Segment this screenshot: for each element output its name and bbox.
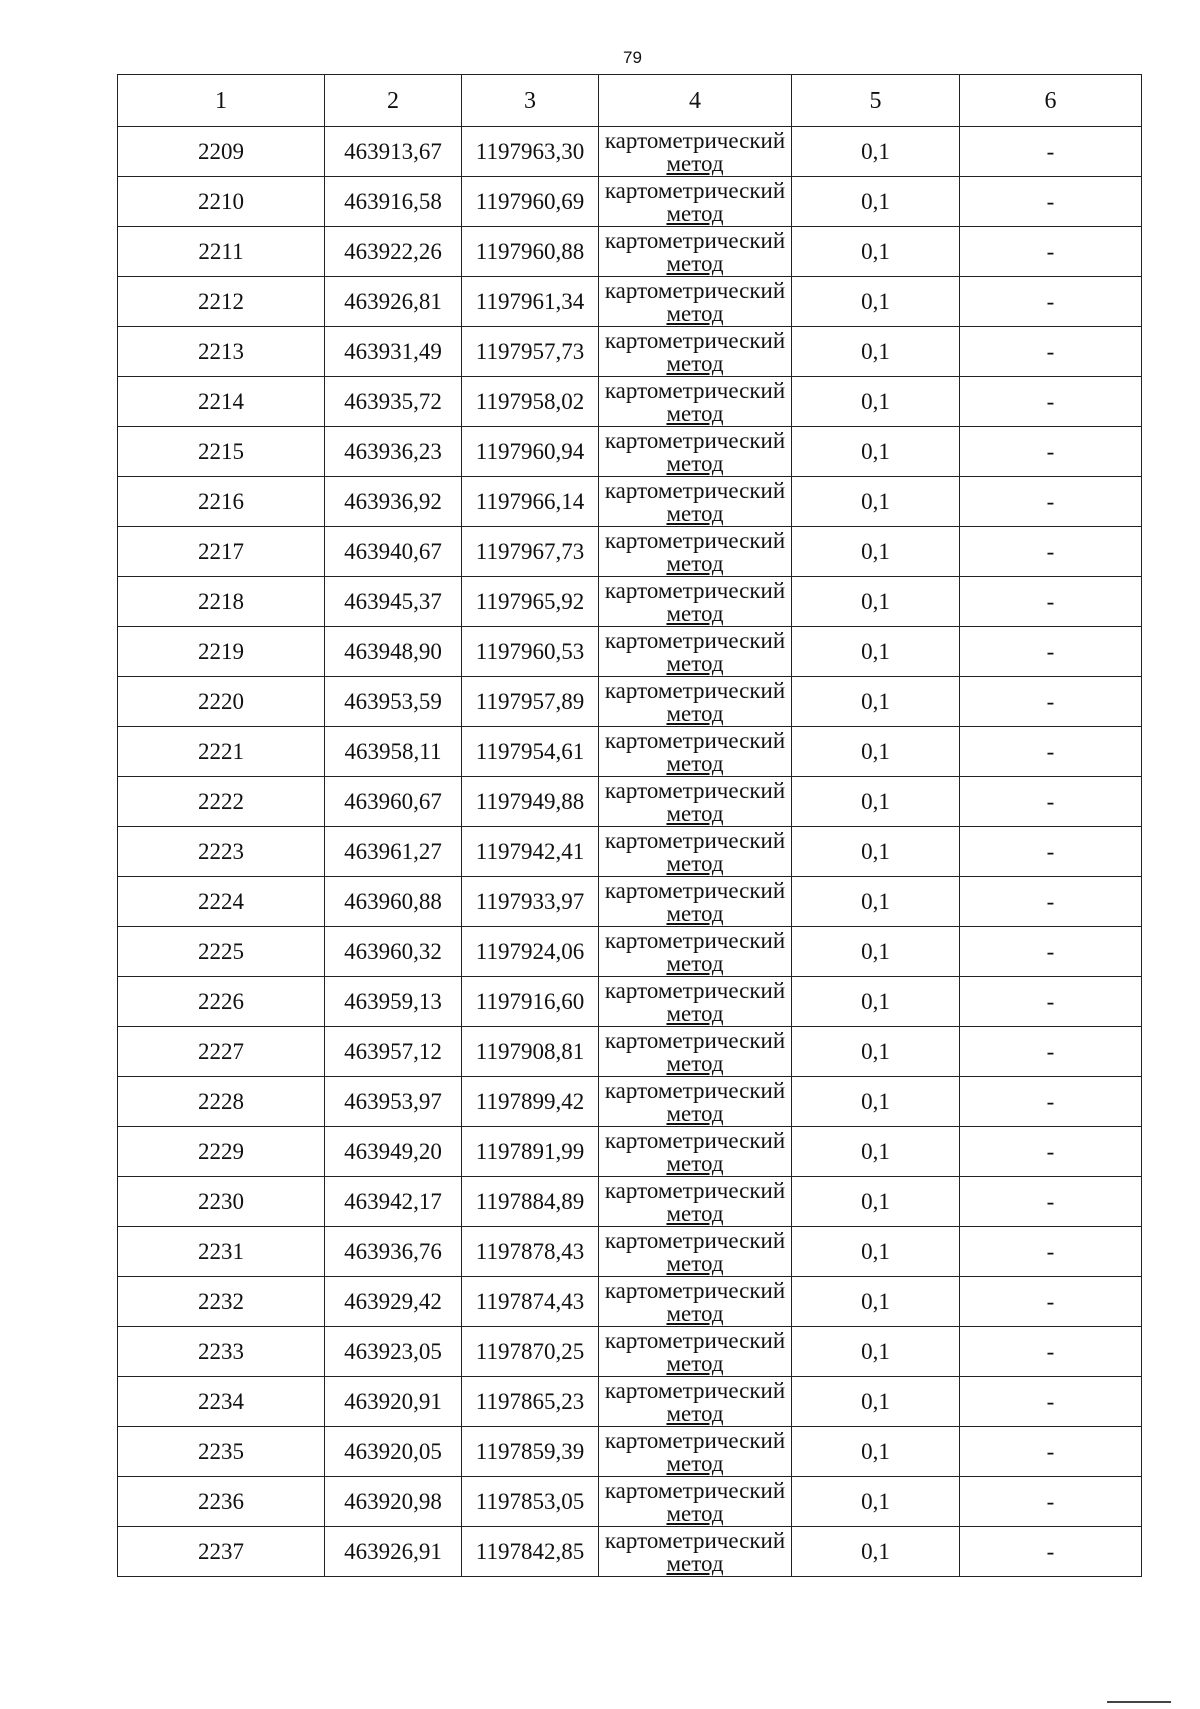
- method-cell: [599, 927, 792, 977]
- method-cell: [599, 177, 792, 227]
- method-line-2: метод: [666, 1150, 724, 1176]
- y-coordinate-cell: 1197957,89: [462, 677, 599, 727]
- table-row: [118, 177, 1142, 227]
- method-line-1: картометрический: [604, 1177, 786, 1203]
- table-header: [118, 75, 1142, 127]
- x-coordinate-cell: 463920,05: [325, 1427, 462, 1477]
- method-line-1: картометрический: [604, 127, 786, 153]
- method-line-2: метод: [666, 1250, 724, 1276]
- note-cell: -: [960, 1227, 1142, 1277]
- method-line-2: метод: [666, 1000, 724, 1026]
- table-row: [118, 527, 1142, 577]
- table-body: [118, 127, 1142, 1577]
- method-line-2: метод: [666, 800, 724, 826]
- note-cell: -: [960, 627, 1142, 677]
- accuracy-cell: 0,1: [792, 427, 960, 477]
- note-cell: -: [960, 1477, 1142, 1527]
- method-line-2: метод: [666, 500, 724, 526]
- note-cell: -: [960, 777, 1142, 827]
- point-number-cell: 2217: [118, 527, 325, 577]
- method-cell: [599, 1327, 792, 1377]
- table-row: [118, 1527, 1142, 1577]
- accuracy-cell: 0,1: [792, 877, 960, 927]
- accuracy-cell: 0,1: [792, 1527, 960, 1577]
- method-line-2: метод: [666, 1500, 724, 1526]
- method-cell: [599, 427, 792, 477]
- point-number-cell: 2215: [118, 427, 325, 477]
- note-cell: -: [960, 1077, 1142, 1127]
- note-cell: -: [960, 727, 1142, 777]
- method-cell: [599, 1477, 792, 1527]
- method-cell: [599, 1427, 792, 1477]
- method-line-1: картометрический: [604, 527, 786, 553]
- accuracy-cell: 0,1: [792, 927, 960, 977]
- point-number-cell: 2230: [118, 1177, 325, 1227]
- accuracy-cell: 0,1: [792, 1427, 960, 1477]
- y-coordinate-cell: 1197963,30: [462, 127, 599, 177]
- accuracy-cell: 0,1: [792, 1277, 960, 1327]
- method-line-1: картометрический: [604, 327, 786, 353]
- method-line-1: картометрический: [604, 277, 786, 303]
- y-coordinate-cell: 1197966,14: [462, 477, 599, 527]
- y-coordinate-cell: 1197924,06: [462, 927, 599, 977]
- x-coordinate-cell: 463936,92: [325, 477, 462, 527]
- accuracy-cell: 0,1: [792, 627, 960, 677]
- accuracy-cell: 0,1: [792, 1227, 960, 1277]
- scan-artifact-line: [1107, 1701, 1171, 1703]
- method-cell: [599, 1027, 792, 1077]
- note-cell: -: [960, 827, 1142, 877]
- accuracy-cell: 0,1: [792, 1177, 960, 1227]
- x-coordinate-cell: 463935,72: [325, 377, 462, 427]
- x-coordinate-cell: 463926,81: [325, 277, 462, 327]
- method-cell: [599, 777, 792, 827]
- method-line-2: метод: [666, 1450, 724, 1476]
- y-coordinate-cell: 1197916,60: [462, 977, 599, 1027]
- table-row: [118, 1327, 1142, 1377]
- note-cell: -: [960, 677, 1142, 727]
- table-row: [118, 1277, 1142, 1327]
- method-cell: [599, 577, 792, 627]
- point-number-cell: 2236: [118, 1477, 325, 1527]
- method-cell: [599, 877, 792, 927]
- point-number-cell: 2233: [118, 1327, 325, 1377]
- x-coordinate-cell: 463945,37: [325, 577, 462, 627]
- y-coordinate-cell: 1197967,73: [462, 527, 599, 577]
- header-row: [118, 75, 1142, 127]
- method-line-1: картометрический: [604, 827, 786, 853]
- x-coordinate-cell: 463926,91: [325, 1527, 462, 1577]
- note-cell: -: [960, 1427, 1142, 1477]
- x-coordinate-cell: 463923,05: [325, 1327, 462, 1377]
- method-line-1: картометрический: [604, 1527, 786, 1553]
- method-line-1: картометрический: [604, 1027, 786, 1053]
- method-line-2: метод: [666, 1300, 724, 1326]
- x-coordinate-cell: 463953,59: [325, 677, 462, 727]
- note-cell: -: [960, 477, 1142, 527]
- note-cell: -: [960, 1127, 1142, 1177]
- accuracy-cell: 0,1: [792, 227, 960, 277]
- x-coordinate-cell: 463958,11: [325, 727, 462, 777]
- method-line-1: картометрический: [604, 977, 786, 1003]
- note-cell: -: [960, 977, 1142, 1027]
- method-cell: [599, 477, 792, 527]
- table-row: [118, 277, 1142, 327]
- note-cell: -: [960, 1277, 1142, 1327]
- y-coordinate-cell: 1197960,94: [462, 427, 599, 477]
- point-number-cell: 2221: [118, 727, 325, 777]
- y-coordinate-cell: 1197908,81: [462, 1027, 599, 1077]
- point-number-cell: 2213: [118, 327, 325, 377]
- method-line-2: метод: [666, 650, 724, 676]
- x-coordinate-cell: 463953,97: [325, 1077, 462, 1127]
- y-coordinate-cell: 1197859,39: [462, 1427, 599, 1477]
- x-coordinate-cell: 463940,67: [325, 527, 462, 577]
- point-number-cell: 2234: [118, 1377, 325, 1427]
- method-line-2: метод: [666, 450, 724, 476]
- point-number-cell: 2228: [118, 1077, 325, 1127]
- point-number-cell: 2209: [118, 127, 325, 177]
- method-cell: [599, 1277, 792, 1327]
- note-cell: -: [960, 1027, 1142, 1077]
- table-row: [118, 727, 1142, 777]
- table-row: [118, 1077, 1142, 1127]
- coordinates-table: [117, 74, 1142, 1577]
- y-coordinate-cell: 1197870,25: [462, 1327, 599, 1377]
- method-cell: [599, 377, 792, 427]
- x-coordinate-cell: 463942,17: [325, 1177, 462, 1227]
- note-cell: -: [960, 227, 1142, 277]
- method-line-1: картометрический: [604, 1077, 786, 1103]
- x-coordinate-cell: 463922,26: [325, 227, 462, 277]
- accuracy-cell: 0,1: [792, 1127, 960, 1177]
- method-cell: [599, 827, 792, 877]
- method-cell: [599, 1227, 792, 1277]
- method-cell: [599, 327, 792, 377]
- method-line-1: картометрический: [604, 477, 786, 503]
- table-row: [118, 577, 1142, 627]
- y-coordinate-cell: 1197957,73: [462, 327, 599, 377]
- method-cell: [599, 627, 792, 677]
- table-row: [118, 1377, 1142, 1427]
- note-cell: -: [960, 527, 1142, 577]
- point-number-cell: 2227: [118, 1027, 325, 1077]
- method-line-2: метод: [666, 1550, 724, 1576]
- y-coordinate-cell: 1197933,97: [462, 877, 599, 927]
- x-coordinate-cell: 463936,23: [325, 427, 462, 477]
- accuracy-cell: 0,1: [792, 677, 960, 727]
- column-header-1: 1: [118, 75, 325, 127]
- accuracy-cell: 0,1: [792, 327, 960, 377]
- method-line-1: картометрический: [604, 1277, 786, 1303]
- y-coordinate-cell: 1197954,61: [462, 727, 599, 777]
- y-coordinate-cell: 1197853,05: [462, 1477, 599, 1527]
- method-line-2: метод: [666, 1400, 724, 1426]
- point-number-cell: 2225: [118, 927, 325, 977]
- x-coordinate-cell: 463961,27: [325, 827, 462, 877]
- y-coordinate-cell: 1197865,23: [462, 1377, 599, 1427]
- y-coordinate-cell: 1197891,99: [462, 1127, 599, 1177]
- method-cell: [599, 1177, 792, 1227]
- point-number-cell: 2237: [118, 1527, 325, 1577]
- y-coordinate-cell: 1197961,34: [462, 277, 599, 327]
- method-line-1: картометрический: [604, 427, 786, 453]
- accuracy-cell: 0,1: [792, 477, 960, 527]
- table-row: [118, 127, 1142, 177]
- table-row: [118, 1127, 1142, 1177]
- accuracy-cell: 0,1: [792, 1377, 960, 1427]
- method-line-1: картометрический: [604, 1377, 786, 1403]
- note-cell: -: [960, 1377, 1142, 1427]
- table-row: [118, 377, 1142, 427]
- method-cell: [599, 1127, 792, 1177]
- table-row: [118, 627, 1142, 677]
- x-coordinate-cell: 463957,12: [325, 1027, 462, 1077]
- note-cell: -: [960, 877, 1142, 927]
- method-line-1: картометрический: [604, 227, 786, 253]
- table-row: [118, 877, 1142, 927]
- x-coordinate-cell: 463959,13: [325, 977, 462, 1027]
- accuracy-cell: 0,1: [792, 277, 960, 327]
- note-cell: -: [960, 427, 1142, 477]
- point-number-cell: 2214: [118, 377, 325, 427]
- method-cell: [599, 1377, 792, 1427]
- table-row: [118, 427, 1142, 477]
- point-number-cell: 2229: [118, 1127, 325, 1177]
- method-line-1: картометрический: [604, 777, 786, 803]
- method-line-2: метод: [666, 300, 724, 326]
- table-row: [118, 677, 1142, 727]
- table-row: [118, 327, 1142, 377]
- method-line-2: метод: [666, 750, 724, 776]
- x-coordinate-cell: 463913,67: [325, 127, 462, 177]
- method-line-2: метод: [666, 1350, 724, 1376]
- point-number-cell: 2212: [118, 277, 325, 327]
- method-line-1: картометрический: [604, 1427, 786, 1453]
- table-row: [118, 1177, 1142, 1227]
- method-line-2: метод: [666, 350, 724, 376]
- method-line-2: метод: [666, 900, 724, 926]
- note-cell: -: [960, 1177, 1142, 1227]
- method-cell: [599, 527, 792, 577]
- note-cell: -: [960, 277, 1142, 327]
- method-line-2: метод: [666, 150, 724, 176]
- method-cell: [599, 727, 792, 777]
- accuracy-cell: 0,1: [792, 377, 960, 427]
- method-line-2: метод: [666, 850, 724, 876]
- y-coordinate-cell: 1197874,43: [462, 1277, 599, 1327]
- point-number-cell: 2216: [118, 477, 325, 527]
- x-coordinate-cell: 463936,76: [325, 1227, 462, 1277]
- accuracy-cell: 0,1: [792, 827, 960, 877]
- page-number: 79: [623, 48, 642, 67]
- point-number-cell: 2210: [118, 177, 325, 227]
- column-header-5: 5: [792, 75, 960, 127]
- x-coordinate-cell: 463916,58: [325, 177, 462, 227]
- point-number-cell: 2235: [118, 1427, 325, 1477]
- y-coordinate-cell: 1197960,53: [462, 627, 599, 677]
- y-coordinate-cell: 1197958,02: [462, 377, 599, 427]
- x-coordinate-cell: 463960,32: [325, 927, 462, 977]
- column-header-2: 2: [325, 75, 462, 127]
- method-line-1: картометрический: [604, 927, 786, 953]
- x-coordinate-cell: 463920,98: [325, 1477, 462, 1527]
- note-cell: -: [960, 177, 1142, 227]
- method-line-1: картометрический: [604, 627, 786, 653]
- accuracy-cell: 0,1: [792, 177, 960, 227]
- table-row: [118, 1477, 1142, 1527]
- point-number-cell: 2211: [118, 227, 325, 277]
- table-row: [118, 927, 1142, 977]
- y-coordinate-cell: 1197842,85: [462, 1527, 599, 1577]
- method-line-2: метод: [666, 1100, 724, 1126]
- note-cell: -: [960, 1327, 1142, 1377]
- method-line-2: метод: [666, 250, 724, 276]
- x-coordinate-cell: 463920,91: [325, 1377, 462, 1427]
- accuracy-cell: 0,1: [792, 1027, 960, 1077]
- method-line-1: картометрический: [604, 377, 786, 403]
- accuracy-cell: 0,1: [792, 1327, 960, 1377]
- method-cell: [599, 227, 792, 277]
- method-line-2: метод: [666, 950, 724, 976]
- method-line-1: картометрический: [604, 727, 786, 753]
- point-number-cell: 2220: [118, 677, 325, 727]
- method-line-2: метод: [666, 600, 724, 626]
- accuracy-cell: 0,1: [792, 527, 960, 577]
- table-row: [118, 977, 1142, 1027]
- note-cell: -: [960, 377, 1142, 427]
- table-row: [118, 1427, 1142, 1477]
- x-coordinate-cell: 463960,67: [325, 777, 462, 827]
- table-row: [118, 1027, 1142, 1077]
- x-coordinate-cell: 463949,20: [325, 1127, 462, 1177]
- column-header-3: 3: [462, 75, 599, 127]
- note-cell: -: [960, 577, 1142, 627]
- point-number-cell: 2226: [118, 977, 325, 1027]
- table-row: [118, 1227, 1142, 1277]
- column-header-6: 6: [960, 75, 1142, 127]
- method-line-2: метод: [666, 400, 724, 426]
- table-row: [118, 477, 1142, 527]
- table-row: [118, 777, 1142, 827]
- point-number-cell: 2231: [118, 1227, 325, 1277]
- method-cell: [599, 977, 792, 1027]
- method-line-2: метод: [666, 700, 724, 726]
- y-coordinate-cell: 1197942,41: [462, 827, 599, 877]
- point-number-cell: 2224: [118, 877, 325, 927]
- method-line-2: метод: [666, 1200, 724, 1226]
- accuracy-cell: 0,1: [792, 127, 960, 177]
- accuracy-cell: 0,1: [792, 577, 960, 627]
- note-cell: -: [960, 927, 1142, 977]
- accuracy-cell: 0,1: [792, 977, 960, 1027]
- method-cell: [599, 127, 792, 177]
- method-cell: [599, 1077, 792, 1127]
- note-cell: -: [960, 327, 1142, 377]
- y-coordinate-cell: 1197960,88: [462, 227, 599, 277]
- accuracy-cell: 0,1: [792, 727, 960, 777]
- method-line-1: картометрический: [604, 1327, 786, 1353]
- point-number-cell: 2222: [118, 777, 325, 827]
- y-coordinate-cell: 1197899,42: [462, 1077, 599, 1127]
- note-cell: -: [960, 1527, 1142, 1577]
- y-coordinate-cell: 1197949,88: [462, 777, 599, 827]
- method-line-1: картометрический: [604, 577, 786, 603]
- table-row: [118, 827, 1142, 877]
- method-cell: [599, 677, 792, 727]
- x-coordinate-cell: 463948,90: [325, 627, 462, 677]
- point-number-cell: 2232: [118, 1277, 325, 1327]
- table-row: [118, 227, 1142, 277]
- accuracy-cell: 0,1: [792, 777, 960, 827]
- accuracy-cell: 0,1: [792, 1477, 960, 1527]
- method-cell: [599, 277, 792, 327]
- method-line-2: метод: [666, 1050, 724, 1076]
- method-line-1: картометрический: [604, 877, 786, 903]
- y-coordinate-cell: 1197884,89: [462, 1177, 599, 1227]
- point-number-cell: 2219: [118, 627, 325, 677]
- method-line-1: картометрический: [604, 677, 786, 703]
- method-line-1: картометрический: [604, 177, 786, 203]
- method-line-2: метод: [666, 200, 724, 226]
- note-cell: -: [960, 127, 1142, 177]
- y-coordinate-cell: 1197965,92: [462, 577, 599, 627]
- y-coordinate-cell: 1197878,43: [462, 1227, 599, 1277]
- point-number-cell: 2218: [118, 577, 325, 627]
- column-header-4: 4: [599, 75, 792, 127]
- y-coordinate-cell: 1197960,69: [462, 177, 599, 227]
- method-line-1: картометрический: [604, 1477, 786, 1503]
- method-line-1: картометрический: [604, 1127, 786, 1153]
- accuracy-cell: 0,1: [792, 1077, 960, 1127]
- x-coordinate-cell: 463929,42: [325, 1277, 462, 1327]
- method-cell: [599, 1527, 792, 1577]
- point-number-cell: 2223: [118, 827, 325, 877]
- method-line-2: метод: [666, 550, 724, 576]
- x-coordinate-cell: 463960,88: [325, 877, 462, 927]
- method-line-1: картометрический: [604, 1227, 786, 1253]
- x-coordinate-cell: 463931,49: [325, 327, 462, 377]
